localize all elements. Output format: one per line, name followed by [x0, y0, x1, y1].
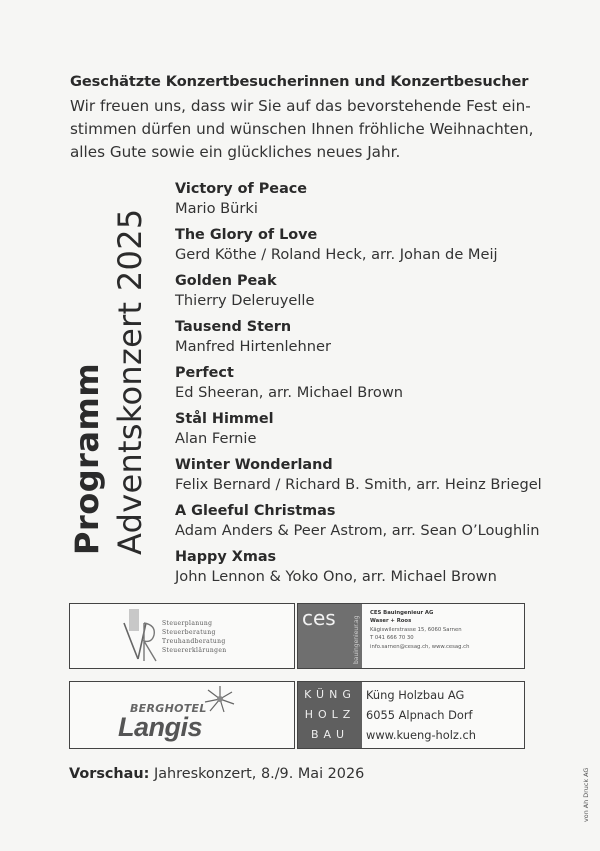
kueng-mark-line: KÜNG	[304, 688, 356, 701]
ces-sub: Waser + Roos	[370, 618, 412, 625]
sponsor-langis-ad	[69, 681, 295, 749]
greeting-line: alles Gute sowie ein glückliches neues Jahr.	[70, 143, 401, 161]
print-credit: von Ah Druck AG	[582, 767, 590, 822]
kueng-city: 6055 Alpnach Dorf	[366, 708, 473, 722]
greeting-line: stimmen dürfen und wünschen Ihnen fröhliche Weihnachten,	[70, 120, 534, 138]
preview-label: Vorschau:	[69, 766, 150, 782]
sponsor-kueng-ad	[297, 681, 525, 749]
piece-composer: Gerd Köthe / Roland Heck, arr. Johan de Meij	[175, 246, 498, 263]
greeting-body	[70, 95, 540, 164]
ces-logo: ces	[302, 606, 336, 630]
program-list	[175, 180, 545, 594]
piece-composer: Thierry Deleruyelle	[175, 292, 315, 309]
steuer-line: Steuererklärungen	[162, 647, 227, 654]
piece-title: Perfect	[175, 365, 234, 381]
steuer-line: Steuerberatung	[162, 629, 216, 636]
ces-phone: T 041 666 70 30	[370, 635, 414, 642]
piece-composer: Adam Anders & Peer Astrom, arr. Sean O’Loughlin	[175, 522, 540, 539]
greeting-title: Geschätzte Konzertbesucherinnen und Konzertbesucher	[70, 73, 529, 90]
piece-composer: Ed Sheeran, arr. Michael Brown	[175, 384, 404, 401]
sponsor-ces-ad	[297, 603, 525, 669]
sponsor-steuer-ad	[69, 603, 295, 669]
steuer-line: Treuhandberatung	[162, 638, 226, 645]
piece-composer: Manfred Hirtenlehner	[175, 338, 331, 355]
program-item	[175, 548, 545, 594]
kueng-name: Küng Holzbau AG	[366, 688, 465, 702]
langis-hotel-label: BERGHOTEL	[130, 702, 207, 715]
kueng-web: www.kueng-holz.ch	[366, 728, 476, 742]
kueng-mark-line: BAU	[310, 728, 350, 741]
program-item	[175, 318, 545, 364]
piece-title: Tausend Stern	[175, 319, 292, 335]
piece-composer: Felix Bernard / Richard B. Smith, arr. Heinz Briegel	[175, 476, 542, 493]
ces-contact	[370, 609, 469, 651]
piece-title: Stål Himmel	[175, 411, 274, 427]
preview-note	[69, 766, 364, 782]
greeting-line: Wir freuen uns, dass wir Sie auf das bevorstehende Fest ein-	[70, 97, 531, 115]
kueng-logo-block	[298, 682, 362, 748]
ces-vertical-text: bauingenieur.ag	[353, 615, 360, 664]
program-item	[175, 456, 545, 502]
piece-composer: Mario Bürki	[175, 200, 258, 217]
piece-composer: John Lennon & Yoko Ono, arr. Michael Brown	[175, 568, 497, 585]
program-item	[175, 226, 545, 272]
piece-title: Winter Wonderland	[175, 457, 333, 473]
piece-title: The Glory of Love	[175, 227, 318, 243]
piece-title: Victory of Peace	[175, 181, 308, 197]
ces-logo-block	[298, 604, 362, 668]
steuer-line: Steuerplanung	[162, 620, 213, 627]
preview-text: Jahreskonzert, 8./9. Mai 2026	[149, 766, 365, 782]
ces-web: info.sarnen@cesag.ch, www.cesag.ch	[370, 643, 470, 650]
piece-title: A Gleeful Christmas	[175, 503, 336, 519]
program-item	[175, 180, 545, 226]
piece-title: Golden Peak	[175, 273, 277, 289]
steuer-services	[162, 619, 227, 655]
kueng-mark-line: HOLZ	[304, 708, 356, 721]
kueng-contact	[366, 685, 476, 745]
langis-logo: Langis	[118, 712, 203, 742]
program-item	[175, 502, 545, 548]
program-item	[175, 272, 545, 318]
program-item	[175, 364, 545, 410]
piece-composer: Alan Fernie	[175, 430, 257, 447]
programm-heading: Programm	[68, 362, 106, 555]
program-item	[175, 410, 545, 456]
steuer-logo-icon	[120, 609, 160, 665]
piece-title: Happy Xmas	[175, 549, 277, 565]
ces-name: CES Bauingenieur AG	[370, 610, 434, 616]
ces-address: Kägiswilerstrasse 15, 6060 Sarnen	[370, 626, 462, 633]
concert-heading: Adventskonzert 2025	[111, 208, 149, 555]
